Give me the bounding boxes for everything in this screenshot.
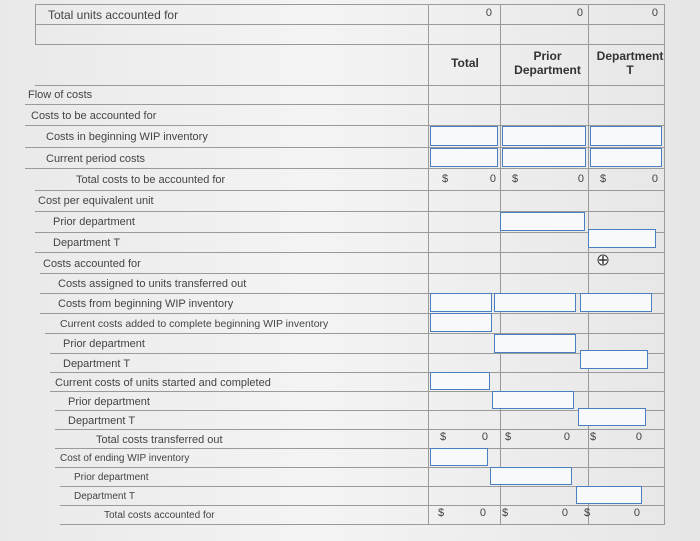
grid-line [500, 4, 501, 524]
row-line [40, 273, 665, 274]
total-costs-total-value: 0 [489, 173, 496, 185]
transferred-out-prior-value: 0 [563, 431, 570, 443]
beginning-wip-costs-dept-t-input[interactable] [580, 293, 652, 312]
beginning-wip-prior-input[interactable] [502, 126, 586, 146]
row-line [35, 252, 665, 253]
beginning-wip-costs-prior-input[interactable] [494, 293, 576, 312]
row-line [40, 313, 665, 314]
row-label: Prior department [53, 216, 135, 228]
row-line [35, 232, 665, 233]
row-label: Department T [53, 237, 121, 249]
currency-symbol: $ [505, 431, 512, 443]
accounted-for-prior-value: 0 [561, 507, 568, 519]
row-label: Total costs transferred out [96, 434, 223, 446]
row-line [25, 168, 665, 169]
row-label: Department T [63, 358, 131, 370]
started-completed-dept-t-input[interactable] [578, 408, 646, 426]
row-label: Costs accounted for [43, 258, 141, 270]
row-label: Department T [68, 415, 136, 427]
row-label: Cost of ending WIP inventory [60, 453, 190, 464]
row-label: Current costs added to complete beginning WIP inventory [60, 318, 329, 330]
row-line [60, 486, 665, 487]
row-line [55, 448, 665, 449]
accounted-for-dept-t-value: 0 [633, 507, 640, 519]
row-line [35, 190, 665, 191]
grid-line [428, 4, 429, 524]
row-label: Department T [74, 491, 135, 502]
row-line [60, 524, 665, 525]
grid-line [35, 4, 665, 5]
ending-wip-dept-t-input[interactable] [576, 486, 642, 504]
row-label: Total costs to be accounted for [76, 174, 226, 186]
row-label: Flow of costs [28, 89, 93, 101]
total-units-label: Total units accounted for [48, 8, 179, 22]
total-costs-dept-t-value: 0 [651, 173, 658, 185]
column-header-total: Total [451, 56, 479, 70]
row-line [55, 467, 665, 468]
currency-symbol: $ [442, 173, 449, 185]
current-costs-added-total-input[interactable] [430, 313, 492, 332]
cpeu-dept-t-input[interactable] [588, 229, 656, 248]
currency-symbol: $ [502, 507, 509, 519]
units-total-value: 0 [485, 7, 492, 19]
row-label: Costs to be accounted for [31, 110, 157, 122]
cpeu-prior-input[interactable] [500, 212, 585, 231]
column-header-prior-department: Prior Department [514, 49, 581, 77]
grid-line [35, 24, 665, 25]
current-period-prior-input[interactable] [502, 148, 586, 167]
row-line [50, 353, 665, 354]
row-line [25, 104, 665, 105]
beginning-wip-costs-total-input[interactable] [430, 293, 492, 312]
transferred-out-total-value: 0 [481, 431, 488, 443]
total-costs-prior-value: 0 [577, 173, 584, 185]
row-label: Prior department [74, 472, 149, 483]
row-label: Prior department [68, 396, 150, 408]
ending-wip-prior-input[interactable] [490, 467, 572, 485]
row-line [60, 505, 665, 506]
currency-symbol: $ [584, 507, 591, 519]
row-line [50, 372, 665, 373]
grid-line [35, 4, 36, 44]
beginning-wip-dept-t-input[interactable] [590, 126, 662, 146]
currency-symbol: $ [600, 173, 607, 185]
currency-symbol: $ [438, 507, 445, 519]
row-label: Costs in beginning WIP inventory [46, 131, 208, 143]
row-line [55, 410, 665, 411]
crosshair-cursor-icon [596, 253, 610, 267]
currency-symbol: $ [590, 431, 597, 443]
row-label: Costs assigned to units transferred out [58, 278, 247, 290]
units-dept-t-value: 0 [651, 7, 658, 19]
current-costs-added-dept-t-input[interactable] [580, 350, 648, 369]
grid-line [35, 44, 665, 45]
row-label: Costs from beginning WIP inventory [58, 298, 234, 310]
currency-symbol: $ [440, 431, 447, 443]
ending-wip-total-input[interactable] [430, 448, 488, 466]
row-label: Current period costs [46, 153, 146, 165]
currency-symbol: $ [512, 173, 519, 185]
units-prior-value: 0 [576, 7, 583, 19]
column-header-department-t: Department T [596, 49, 664, 77]
current-period-dept-t-input[interactable] [590, 148, 662, 167]
row-label: Total costs accounted for [104, 510, 215, 521]
current-period-total-input[interactable] [430, 148, 498, 167]
row-label: Current costs of units started and completed [55, 377, 271, 389]
current-costs-added-prior-input[interactable] [494, 334, 576, 353]
grid-line [35, 85, 665, 86]
beginning-wip-total-input[interactable] [430, 126, 498, 146]
started-completed-total-input[interactable] [430, 372, 490, 390]
row-line [55, 429, 665, 430]
grid-line [664, 4, 665, 524]
row-label: Prior department [63, 338, 145, 350]
started-completed-prior-input[interactable] [492, 391, 574, 409]
grid-line [588, 4, 589, 524]
transferred-out-dept-t-value: 0 [635, 431, 642, 443]
row-label: Cost per equivalent unit [38, 195, 154, 207]
accounted-for-total-value: 0 [479, 507, 486, 519]
